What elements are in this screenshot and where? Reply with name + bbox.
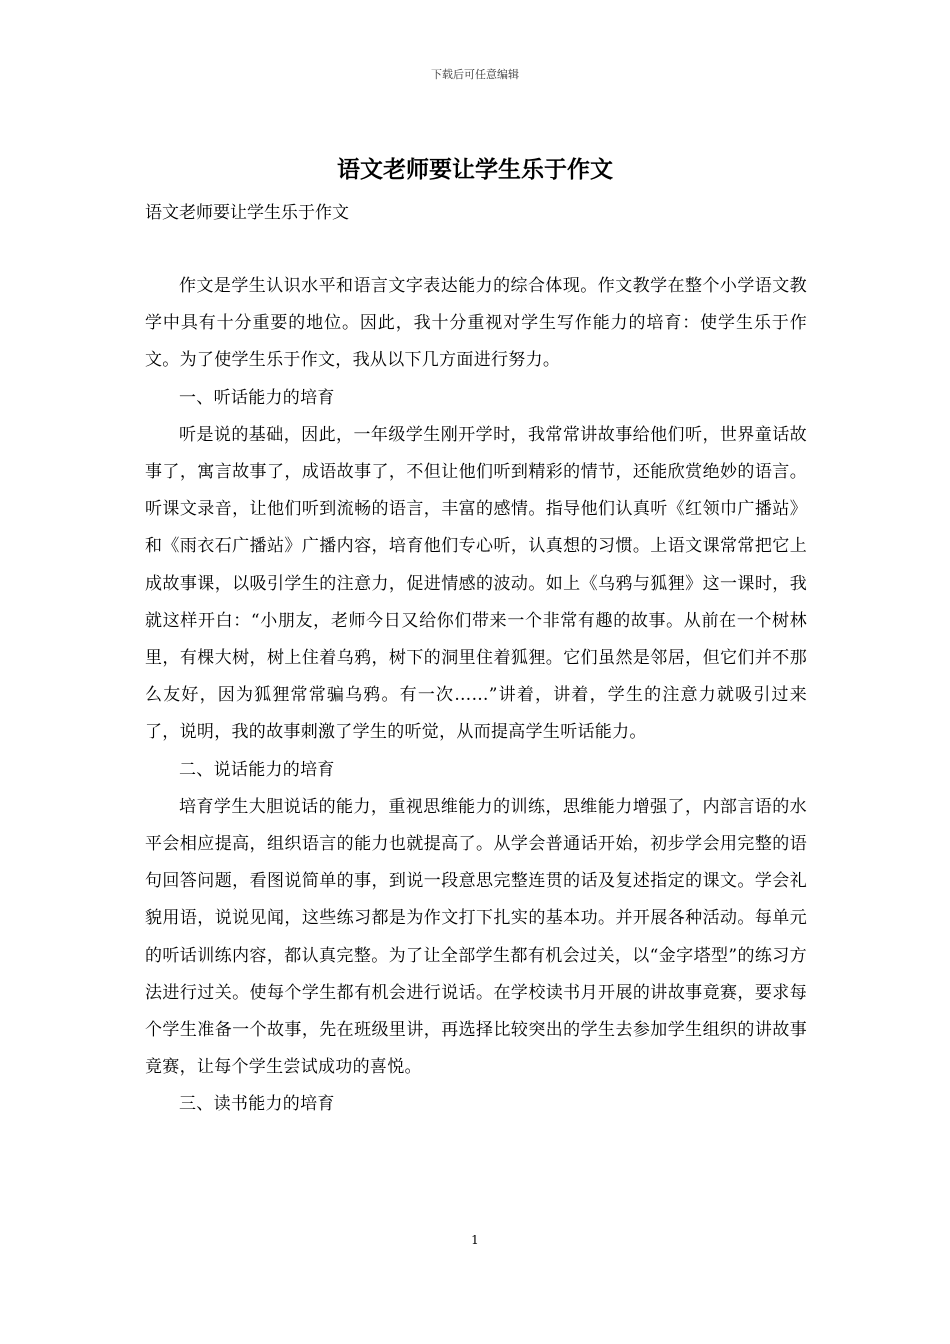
page-number: 1 bbox=[471, 1233, 479, 1247]
paragraph-listening: 听是说的基础，因此，一年级学生刚开学时，我常常讲故事给他们听，世界童话故事了，寓言故事了，成语故事了，不但让他们听到精彩的情节，还能欣赏绝妙的语言。听课文录音，让他们听到流畅的语言，丰富的感情。指导他们认真听《红领巾广播站》和《雨衣石广播站》广播内容，培育他们专心听，认真想的习惯。上语文课常常把它上成故事课，以吸引学生的注意力，促进情感的波动。如上《乌鸦与狐狸》这一课时，我就这样开白：“小朋友，老师今日又给你们带来一个非常有趣的故事。从前在一个树林里，有棵大树，树上住着乌鸦，树下的洞里住着狐狸。它们虽然是邻居，但它们并不那么友好，因为狐狸常常骗乌鸦。有一次……”讲着，讲着，学生的注意力就吸引过来了，说明，我的故事刺激了学生的听觉，从而提高学生听话能力。 bbox=[145, 424, 807, 743]
paragraph-intro: 作文是学生认识水平和语言文字表达能力的综合体现。作文教学在整个小学语文教学中具有十分重要的地位。因此，我十分重视对学生写作能力的培育：使学生乐于作文。为了使学生乐于作文，我从以下几方面进行努力。 bbox=[145, 276, 807, 371]
paragraph-speaking: 培育学生大胆说话的能力，重视思维能力的训练，思维能力增强了，内部言语的水平会相应提高，组织语言的能力也就提高了。从学会普通话开始，初步学会用完整的语句回答问题，看图说简单的事，到说一段意思完整连贯的话及复述指定的课文。学会礼貌用语，说说见闻，这些练习都是为作文打下扎实的基本功。并开展各种活动。每单元的听话训练内容，都认真完整。为了让全部学生都有机会过关，以“金字塔型”的练习方法进行过关。使每个学生都有机会进行说话。在学校读书月开展的讲故事竟赛，要求每个学生准备一个故事，先在班级里讲，再选择比较突出的学生去参加学生组织的讲故事竟赛，让每个学生尝试成功的喜悦。 bbox=[145, 796, 807, 1078]
document-subtitle: 语文老师要让学生乐于作文 bbox=[145, 203, 349, 223]
section-heading-listening: 一、听话能力的培育 bbox=[179, 387, 335, 408]
section-heading-reading: 三、读书能力的培育 bbox=[179, 1094, 335, 1115]
header-note: 下载后可任意编辑 bbox=[431, 68, 519, 81]
section-heading-speaking: 二、说话能力的培育 bbox=[179, 759, 335, 780]
document-body bbox=[145, 268, 807, 1124]
document-title: 语文老师要让学生乐于作文 bbox=[337, 156, 613, 183]
